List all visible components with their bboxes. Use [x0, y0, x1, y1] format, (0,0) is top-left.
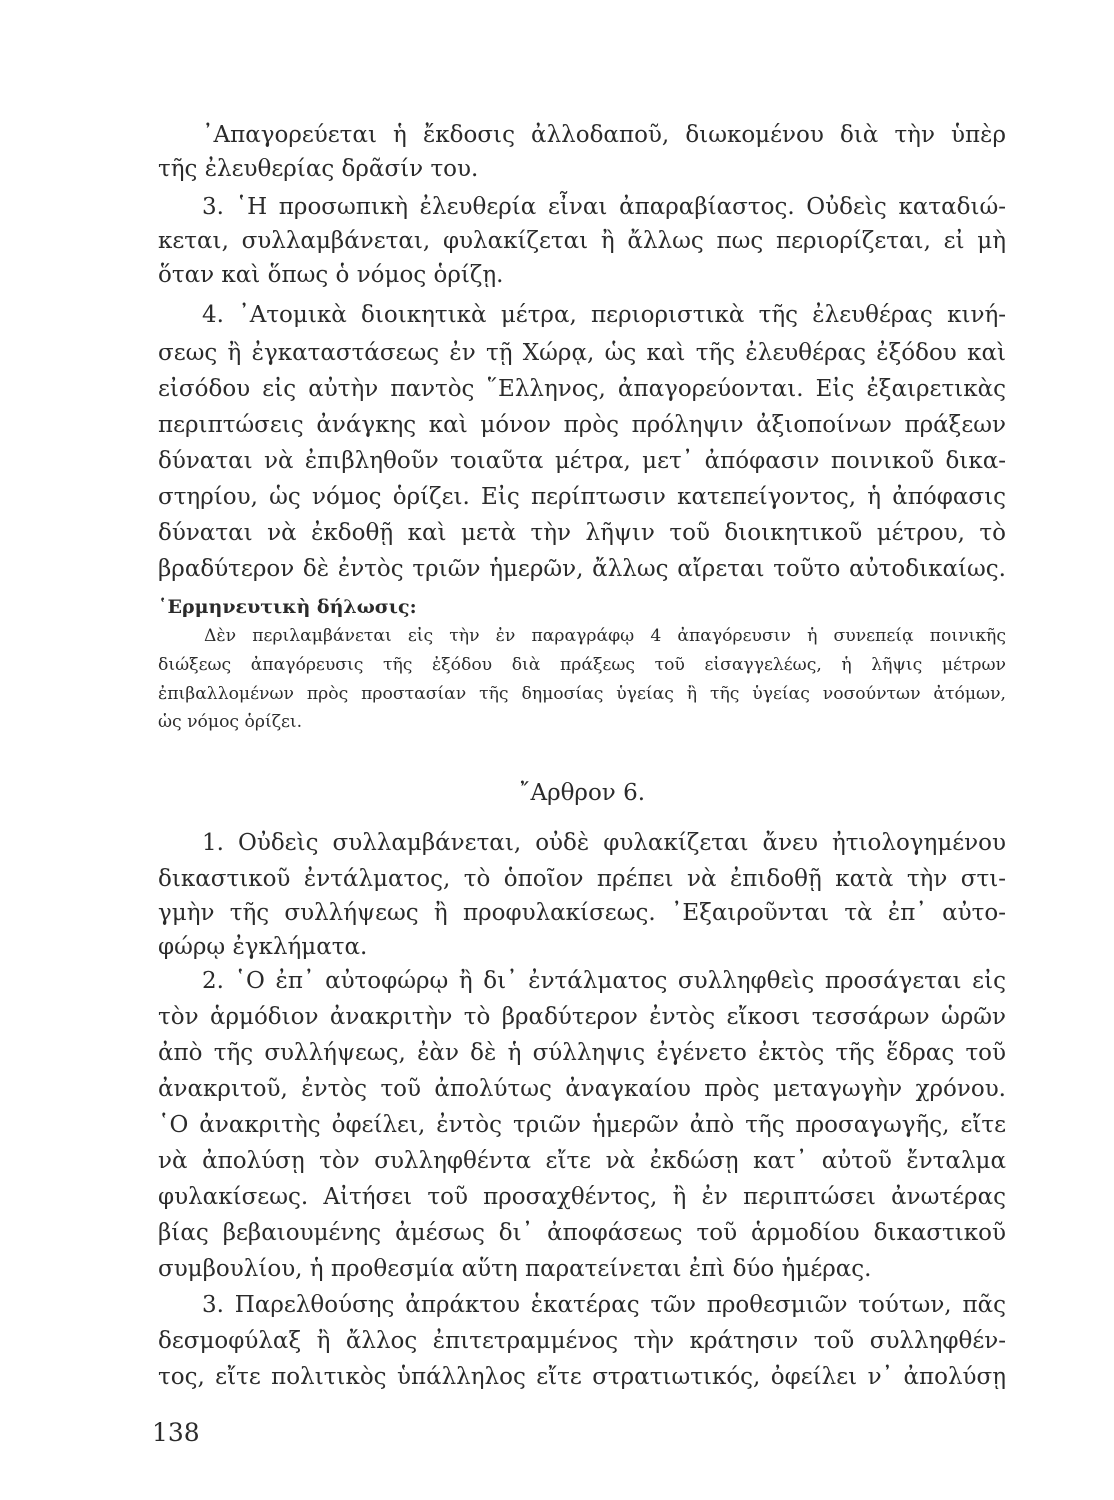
note-line: Δὲν περιλαμβάνεται εἰς τὴν ἐν παραγράφῳ 4 ἀπαγόρευσιν ἡ συνεπείᾳ ποινικῆς [204, 626, 1006, 646]
text-line: τος, εἴτε πολιτικὸς ὑπάλληλος εἴτε στρατιωτικός, ὀφείλει ν᾿ ἀπολύσῃ [158, 1364, 1006, 1390]
text-line: δύναται νὰ ἐκδοθῇ καὶ μετὰ τὴν λῆψιν τοῦ διοικητικοῦ μέτρου, τὸ [158, 520, 1006, 546]
text-line: δεσμοφύλαξ ἢ ἄλλος ἐπιτετραμμένος τὴν κράτησιν τοῦ συλληφθέν- [158, 1328, 1006, 1354]
page-number: 138 [152, 1418, 200, 1447]
note-line: ἐπιβαλλομένων πρὸς προστασίαν τῆς δημοσίας ὑγείας ἢ τῆς ὑγείας νοσούντων ἀτόμων, [158, 684, 1006, 704]
text-line: δικαστικοῦ ἐντάλματος, τὸ ὁποῖον πρέπει νὰ ἐπιδοθῇ κατὰ τὴν στι- [158, 866, 1006, 892]
text-line: 2. ῾Ο ἐπ᾿ αὐτοφώρῳ ἢ δι᾿ ἐντάλματος συλληφθεὶς προσάγεται εἰς [202, 968, 1006, 994]
text-line: 3. Παρελθούσης ἀπράκτου ἑκατέρας τῶν προθεσμιῶν τούτων, πᾶς [202, 1292, 1006, 1318]
text-line: δύναται νὰ ἐπιβληθοῦν τοιαῦτα μέτρα, μετ᾿ ἀπόφασιν ποινικοῦ δικα- [158, 448, 1006, 474]
text-line: στηρίου, ὡς νόμος ὁρίζει. Εἰς περίπτωσιν κατεπείγοντος, ἡ ἀπόφασις [158, 484, 1006, 510]
text-line: βραδύτερον δὲ ἐντὸς τριῶν ἡμερῶν, ἄλλως αἴρεται τοῦτο αὐτοδικαίως. [158, 556, 1006, 582]
text-line: 1. Οὐδεὶς συλλαμβάνεται, οὐδὲ φυλακίζεται ἄνευ ἠτιολογημένου [202, 830, 1006, 856]
text-line: σεως ἢ ἐγκαταστάσεως ἐν τῇ Χώρᾳ, ὡς καὶ τῆς ἐλευθέρας ἐξόδου καὶ [158, 340, 1006, 366]
text-line: ὅταν καὶ ὅπως ὁ νόμος ὁρίζῃ. [158, 262, 504, 288]
text-line: γμὴν τῆς συλλήψεως ἢ προφυλακίσεως. ᾿Εξαιροῦνται τὰ ἐπ᾿ αὐτο- [158, 900, 1006, 926]
note-line: ὡς νόμος ὁρίζει. [158, 712, 303, 732]
text-line: ἀπὸ τῆς συλλήψεως, ἐὰν δὲ ἡ σύλληψις ἐγένετο ἐκτὸς τῆς ἕδρας τοῦ [158, 1040, 1006, 1066]
text-line: νὰ ἀπολύσῃ τὸν συλληφθέντα εἴτε νὰ ἐκδώσῃ κατ᾿ αὐτοῦ ἔνταλμα [158, 1148, 1006, 1174]
text-line: τὸν ἁρμόδιον ἀνακριτὴν τὸ βραδύτερον ἐντὸς εἴκοσι τεσσάρων ὡρῶν [158, 1004, 1006, 1030]
text-line: βίας βεβαιουμένης ἀμέσως δι᾿ ἀποφάσεως τοῦ ἁρμοδίου δικαστικοῦ [158, 1220, 1006, 1246]
interpretive-heading: ῾Ερμηνευτικὴ δήλωσις: [158, 596, 417, 618]
text-line: εἰσόδου εἰς αὐτὴν παντὸς ῞Ελληνος, ἀπαγορεύονται. Εἰς ἐξαιρετικὰς [158, 376, 1006, 402]
text-line: ἀνακριτοῦ, ἐντὸς τοῦ ἀπολύτως ἀναγκαίου πρὸς μεταγωγὴν χρόνου. [158, 1076, 1006, 1102]
text-line: φυλακίσεως. Αἰτήσει τοῦ προσαχθέντος, ἢ ἐν περιπτώσει ἀνωτέρας [158, 1184, 1006, 1210]
text-line: φώρῳ ἐγκλήματα. [158, 934, 368, 960]
text-line: ῾Ο ἀνακριτὴς ὀφείλει, ἐντὸς τριῶν ἡμερῶν ἀπὸ τῆς προσαγωγῆς, εἴτε [158, 1112, 1006, 1138]
text-line: 3. ῾Η προσωπικὴ ἐλευθερία εἶναι ἀπαραβίαστος. Οὐδεὶς καταδιώ- [202, 194, 1006, 220]
text-line: περιπτώσεις ἀνάγκης καὶ μόνον πρὸς πρόληψιν ἀξιοποίνων πράξεων [158, 412, 1006, 438]
text-line: 4. ᾿Ατομικὰ διοικητικὰ μέτρα, περιοριστικὰ τῆς ἐλευθέρας κινή- [202, 302, 1006, 328]
text-line: κεται, συλλαμβάνεται, φυλακίζεται ἢ ἄλλως πως περιορίζεται, εἰ μὴ [158, 228, 1006, 254]
text-line: τῆς ἐλευθερίας δρᾶσίν του. [158, 156, 479, 182]
article-title: ῎Αρθρον 6. [518, 780, 646, 806]
text-line: συμβουλίου, ἡ προθεσμία αὕτη παρατείνεται ἐπὶ δύο ἡμέρας. [158, 1256, 872, 1282]
note-line: διώξεως ἀπαγόρευσις τῆς ἐξόδου διὰ πράξεως τοῦ εἰσαγγελέως, ἡ λῆψις μέτρων [158, 655, 1006, 675]
text-line: ᾿Απαγορεύεται ἡ ἔκδοσις ἀλλοδαποῦ, διωκομένου διὰ τὴν ὑπὲρ [202, 122, 1006, 148]
